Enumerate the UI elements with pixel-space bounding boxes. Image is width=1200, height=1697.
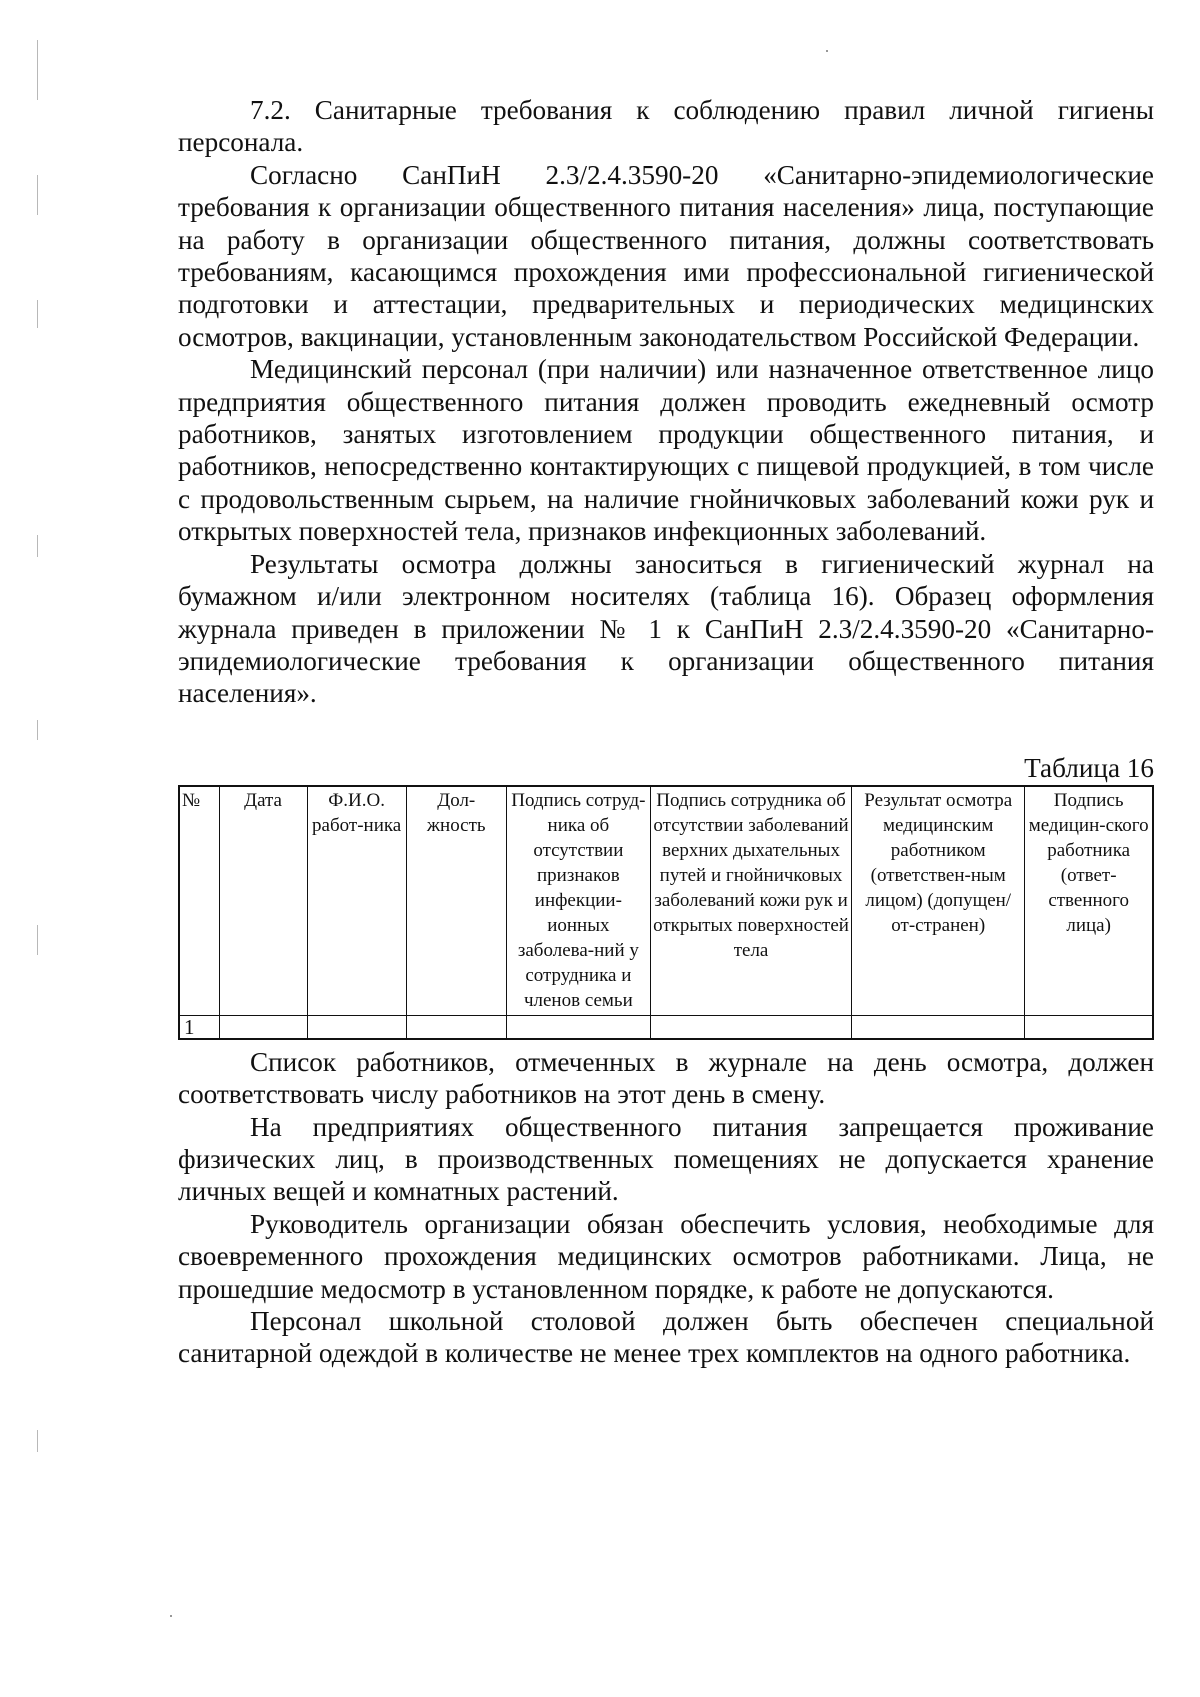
table-cell-number: 1 <box>179 1015 219 1039</box>
column-header-position: Дол-жность <box>406 786 506 1016</box>
table-cell <box>406 1015 506 1039</box>
scan-margin-mark <box>37 175 38 215</box>
scan-speck <box>826 50 828 52</box>
column-header-medic-signature: Подпись медицин-ского работника (ответ-ственного лица) <box>1025 786 1153 1016</box>
table-cell <box>852 1015 1025 1039</box>
paragraph-residence-prohibition: На предприятиях общественного питания запрещается проживание физических лиц, в производственных помещениях не допускается хранение личных вещей и комнатных растений. <box>178 1111 1154 1207</box>
scan-margin-mark <box>37 535 38 557</box>
column-header-employee-name: Ф.И.О. работ-ника <box>307 786 406 1016</box>
table-cell <box>1025 1015 1153 1039</box>
paragraph-manager-duties: Руководитель организации обязан обеспечить условия, необходимые для своевременного прохождения медицинских осмотров работниками. Лица, не прошедшие медосмотр в установленном порядке, к работе не допускаются. <box>178 1208 1154 1304</box>
table-cell <box>650 1015 851 1039</box>
table-cell <box>307 1015 406 1039</box>
paragraph-sanitary-clothing: Персонал школьной столовой должен быть обеспечен специальной санитарной одеждой в количестве не менее трех комплектов на одного работника. <box>178 1305 1154 1369</box>
column-header-inspection-result: Результат осмотра медицинским работником (ответствен-ным лицом) (допущен/от-странен) <box>852 786 1025 1016</box>
scan-margin-mark <box>37 720 38 740</box>
hygiene-journal-table <box>178 785 1154 1040</box>
scan-margin-mark <box>37 1430 38 1452</box>
paragraph-sanpin-requirements: Согласно СанПиН 2.3/2.4.3590-20 «Санитарно-эпидемиологические требования к организации общественного питания населения» лица, поступающие на работу в организации общественного питания, должны соответствовать требованиям, касающимся прохождения ими профессиональной гигиенической подготовки и аттестации, предварительных и периодических медицинских осмотров, вакцинации, установленным законодательством Российской Федерации. <box>178 159 1154 352</box>
section-heading: 7.2. Санитарные требования к соблюдению правил личной гигиены персонала. <box>178 95 1154 158</box>
paragraph-employee-list: Список работников, отмеченных в журнале на день осмотра, должен соответствовать числу работников на этот день в смену. <box>178 1046 1154 1110</box>
scan-margin-mark <box>37 40 38 100</box>
scan-speck <box>170 1615 172 1617</box>
column-header-number: № <box>179 786 219 1016</box>
table-cell <box>219 1015 307 1039</box>
paragraph-daily-inspection: Медицинский персонал (при наличии) или назначенное ответственное лицо предприятия общественного питания должен проводить ежедневный осмотр работников, занятых изготовлением продукции общественного питания, и работников, непосредственно контактирующих с пищевой продукцией, в том числе с продовольственным сырьем, на наличие гнойничковых заболеваний кожи рук и открытых поверхностей тела, признаков инфекционных заболеваний. <box>178 354 1154 547</box>
table-header-row <box>179 786 1153 1016</box>
column-header-infection-signature: Подпись сотруд-ника об отсутствии признаков инфекции-ионных заболева-ний у сотрудника и членов семьи <box>506 786 650 1016</box>
table-caption: Таблица 16 <box>1024 752 1154 783</box>
column-header-skin-disease-signature: Подпись сотрудника об отсутствии заболеваний верхних дыхательных путей и гнойничковых заболеваний кожи рук и открытых поверхностей тела <box>650 786 851 1016</box>
scan-margin-mark <box>37 300 38 328</box>
scan-margin-mark <box>37 925 38 955</box>
column-header-date: Дата <box>219 786 307 1016</box>
table-row <box>179 1015 1153 1039</box>
paragraph-hygiene-journal: Результаты осмотра должны заноситься в гигиенический журнал на бумажном и/или электронном носителях (таблица 16). Образец оформления журнала приведен в приложении № 1 к СанПиН 2.3/2.4.3590-20 «Санитарно-эпидемиологические требования к организации общественного питания населения». <box>178 548 1154 709</box>
document-page <box>178 94 1154 1370</box>
table-cell <box>506 1015 650 1039</box>
